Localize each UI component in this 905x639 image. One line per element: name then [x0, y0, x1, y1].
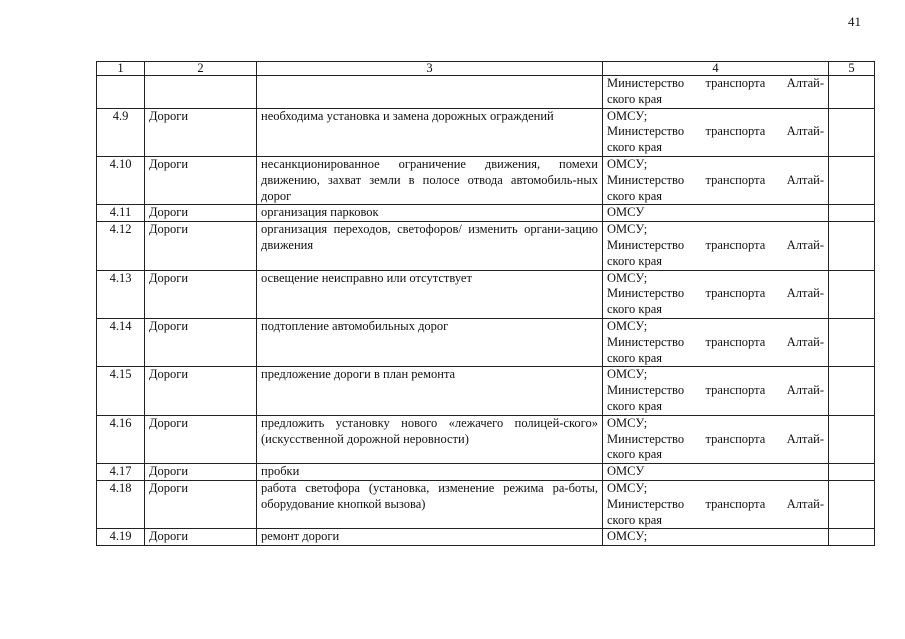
responsible-line: Министерство транспорта Алтай-: [607, 172, 824, 187]
column-header-2: 2: [145, 62, 257, 76]
table-row: [97, 108, 875, 156]
responsible-cell: [603, 367, 829, 415]
responsible-cell: [603, 415, 829, 463]
category-cell: Дороги: [145, 222, 257, 270]
responsible-line: Министерство транспорта Алтай-: [607, 496, 824, 511]
category-cell: Дороги: [145, 108, 257, 156]
table-row: [97, 76, 875, 109]
note-cell: [829, 270, 875, 318]
responsible-cell: [603, 270, 829, 318]
description-cell: подтопление автомобильных дорог: [257, 318, 603, 366]
description-cell: предложить установку нового «лежачего полицей-ского» (искусственной дорожной неровности): [257, 415, 603, 463]
responsible-cell: [603, 222, 829, 270]
description-cell: необходима установка и замена дорожных ограждений: [257, 108, 603, 156]
row-number-cell: 4.9: [97, 108, 145, 156]
note-cell: [829, 415, 875, 463]
column-header-3: 3: [257, 62, 603, 76]
table-row: [97, 529, 875, 546]
responsible-line: Министерство транспорта Алтай-: [607, 334, 824, 349]
responsible-line: Министерство транспорта Алтай-: [607, 431, 824, 446]
description-cell: предложение дороги в план ремонта: [257, 367, 603, 415]
responsible-line: ского края: [607, 253, 663, 268]
responsible-line: ОМСУ;: [607, 415, 648, 430]
responsible-line: ского края: [607, 512, 663, 527]
note-cell: [829, 76, 875, 109]
category-cell: Дороги: [145, 156, 257, 204]
row-number-cell: 4.18: [97, 480, 145, 528]
note-cell: [829, 529, 875, 546]
responsible-line: ского края: [607, 350, 663, 365]
row-number-cell: 4.13: [97, 270, 145, 318]
note-cell: [829, 222, 875, 270]
row-number-cell: 4.10: [97, 156, 145, 204]
row-number-cell: 4.14: [97, 318, 145, 366]
responsible-line: ского края: [607, 188, 663, 203]
description-cell: работа светофора (установка, изменение режима ра-боты, оборудование кнопкой вызова): [257, 480, 603, 528]
note-cell: [829, 464, 875, 481]
responsible-line: ОМСУ: [607, 205, 645, 220]
description-cell: ремонт дороги: [257, 529, 603, 546]
responsible-cell: [603, 76, 829, 109]
responsible-line: Министерство транспорта Алтай-: [607, 383, 824, 398]
responsible-line: ского края: [607, 140, 663, 155]
category-cell: Дороги: [145, 529, 257, 546]
row-number-cell: 4.15: [97, 367, 145, 415]
responsible-line: ского края: [607, 91, 663, 106]
table-row: [97, 464, 875, 481]
responsible-line: ского края: [607, 398, 663, 413]
responsible-line: Министерство транспорта Алтай-: [607, 124, 824, 139]
responsible-line: Министерство транспорта Алтай-: [607, 286, 824, 301]
responsible-cell: [603, 480, 829, 528]
category-cell: Дороги: [145, 415, 257, 463]
table-body: [97, 76, 875, 546]
table-row: [97, 480, 875, 528]
description-cell: [257, 76, 603, 109]
table-row: [97, 270, 875, 318]
responsible-line: ОМСУ: [607, 464, 645, 479]
page-number: 41: [848, 14, 861, 29]
description-cell: пробки: [257, 464, 603, 481]
responsible-line: ОМСУ;: [607, 108, 648, 123]
row-number-cell: 4.17: [97, 464, 145, 481]
category-cell: Дороги: [145, 480, 257, 528]
responsible-cell: [603, 529, 829, 546]
note-cell: [829, 108, 875, 156]
responsible-line: ского края: [607, 447, 663, 462]
row-number-cell: 4.16: [97, 415, 145, 463]
responsible-line: ского края: [607, 302, 663, 317]
responsible-cell: [603, 156, 829, 204]
category-cell: Дороги: [145, 367, 257, 415]
responsible-line: ОМСУ;: [607, 318, 648, 333]
table-row: [97, 415, 875, 463]
category-cell: [145, 76, 257, 109]
column-header-1: 1: [97, 62, 145, 76]
responsible-cell: [603, 205, 829, 222]
table-row: [97, 222, 875, 270]
responsible-line: ОМСУ;: [607, 529, 648, 544]
row-number-cell: 4.12: [97, 222, 145, 270]
note-cell: [829, 205, 875, 222]
table-row: [97, 156, 875, 204]
responsible-line: Министерство транспорта Алтай-: [607, 237, 824, 252]
table-row: [97, 367, 875, 415]
category-cell: Дороги: [145, 205, 257, 222]
note-cell: [829, 156, 875, 204]
row-number-cell: 4.11: [97, 205, 145, 222]
row-number-cell: 4.19: [97, 529, 145, 546]
responsible-line: Министерство транспорта Алтай-: [607, 76, 824, 90]
table-row: [97, 205, 875, 222]
responsible-cell: [603, 464, 829, 481]
note-cell: [829, 318, 875, 366]
responsible-line: ОМСУ;: [607, 270, 648, 285]
note-cell: [829, 367, 875, 415]
responsible-line: ОМСУ;: [607, 367, 648, 382]
category-cell: Дороги: [145, 464, 257, 481]
description-cell: организация переходов, светофоров/ изменить органи-зацию движения: [257, 222, 603, 270]
table-header-row: [97, 62, 875, 76]
category-cell: Дороги: [145, 318, 257, 366]
column-header-4: 4: [603, 62, 829, 76]
description-cell: освещение неисправно или отсутствует: [257, 270, 603, 318]
responsible-line: ОМСУ;: [607, 222, 648, 237]
responsible-cell: [603, 108, 829, 156]
responsible-line: ОМСУ;: [607, 480, 648, 495]
responsible-cell: [603, 318, 829, 366]
category-cell: Дороги: [145, 270, 257, 318]
responsible-line: ОМСУ;: [607, 156, 648, 171]
description-cell: организация парковок: [257, 205, 603, 222]
table-row: [97, 318, 875, 366]
note-cell: [829, 480, 875, 528]
document-table: [96, 61, 875, 546]
description-cell: несанкционированное ограничение движения, помехи движению, захват земли в полосе отвода автомобиль-ных дорог: [257, 156, 603, 204]
row-number-cell: [97, 76, 145, 109]
column-header-5: 5: [829, 62, 875, 76]
